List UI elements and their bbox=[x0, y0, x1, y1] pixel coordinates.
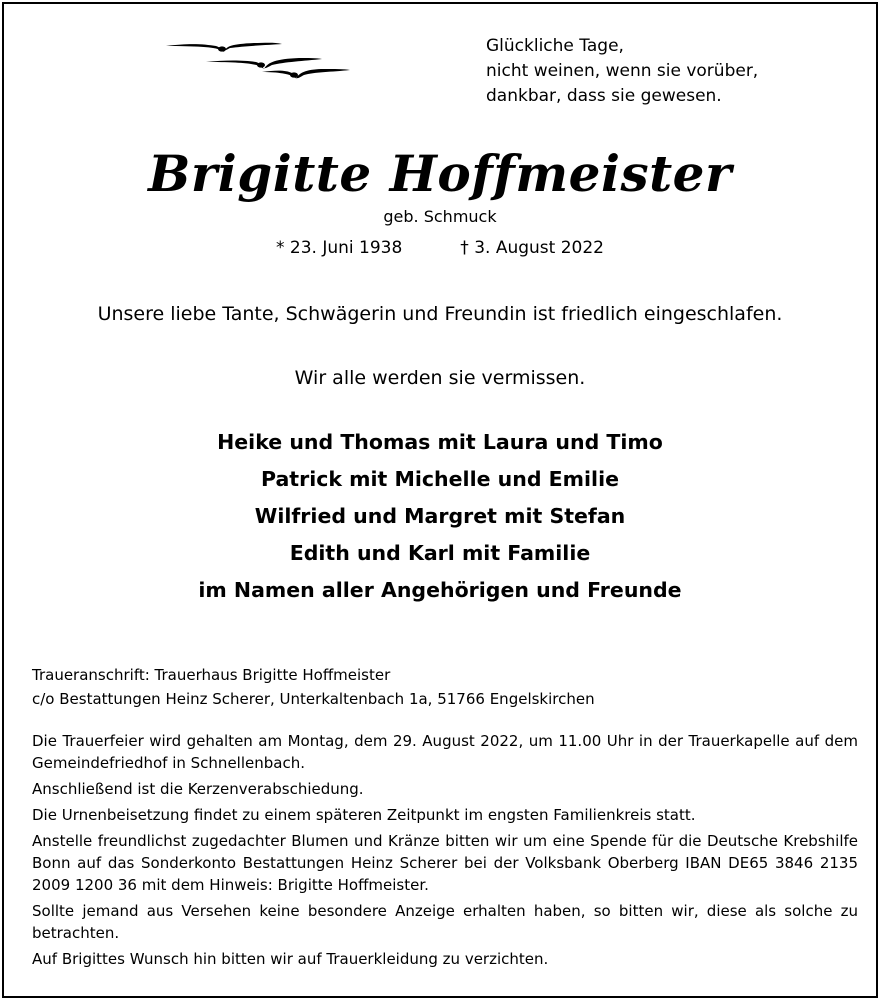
flying-birds-icon bbox=[164, 34, 354, 84]
detail-paragraph: Anstelle freundlichst zugedachter Blumen und Kränze bitten wir um eine Spende für die Deutsche Krebshilfe Bonn auf das Sonderkonto Bestattungen Heinz Scherer bei der Volksbank Oberberg IBAN DE65 3846 2135 2009 1200 36 mit dem Hinweis: Brigitte Hoffmeister. bbox=[32, 832, 858, 894]
birth-name: geb. Schmuck bbox=[383, 207, 497, 226]
detail-paragraph: Die Urnenbeisetzung findet zu einem späteren Zeitpunkt im engsten Familienkreis statt. bbox=[32, 806, 696, 824]
announcement-text: Unsere liebe Tante, Schwägerin und Freundin ist friedlich eingeschlafen. bbox=[97, 303, 783, 325]
obituary-notice bbox=[2, 2, 878, 998]
signer-line: Wilfried und Margret mit Stefan bbox=[254, 504, 626, 528]
birth-date: * 23. Juni 1938 bbox=[276, 238, 403, 258]
quote-line: Glückliche Tage, bbox=[486, 36, 624, 56]
signer-line: im Namen aller Angehörigen und Freunde bbox=[198, 578, 682, 602]
signer-line: Patrick mit Michelle und Emilie bbox=[260, 467, 619, 491]
missing-text: Wir alle werden sie vermissen. bbox=[294, 367, 586, 389]
detail-paragraph: Anschließend ist die Kerzenverabschiedung. bbox=[32, 780, 364, 798]
quote-line: dankbar, dass sie gewesen. bbox=[486, 86, 722, 106]
death-date: † 3. August 2022 bbox=[460, 238, 604, 258]
detail-paragraph: Die Trauerfeier wird gehalten am Montag, dem 29. August 2022, um 11.00 Uhr in der Trauerkapelle auf dem Gemeindefriedhof in Schnellenbach. bbox=[32, 732, 858, 772]
quote bbox=[486, 34, 758, 109]
detail-paragraph: Auf Brigittes Wunsch hin bitten wir auf Trauerkleidung zu verzichten. bbox=[32, 950, 549, 968]
quote-line: nicht weinen, wenn sie vorüber, bbox=[486, 61, 759, 81]
address-line: Traueranschrift: Trauerhaus Brigitte Hoffmeister bbox=[32, 666, 391, 684]
mourning-address bbox=[32, 663, 595, 711]
deceased-name: Brigitte Hoffmeister bbox=[148, 144, 732, 203]
detail-paragraph: Sollte jemand aus Versehen keine besondere Anzeige erhalten haben, so bitten wir, diese als solche zu betrachten. bbox=[32, 902, 858, 942]
signer-line: Heike und Thomas mit Laura und Timo bbox=[217, 430, 663, 454]
address-line: c/o Bestattungen Heinz Scherer, Unterkaltenbach 1a, 51766 Engelskirchen bbox=[32, 690, 595, 708]
life-dates bbox=[4, 236, 876, 260]
signer-line: Edith und Karl mit Familie bbox=[289, 541, 591, 565]
signers-list bbox=[4, 424, 876, 609]
funeral-details bbox=[32, 730, 858, 974]
